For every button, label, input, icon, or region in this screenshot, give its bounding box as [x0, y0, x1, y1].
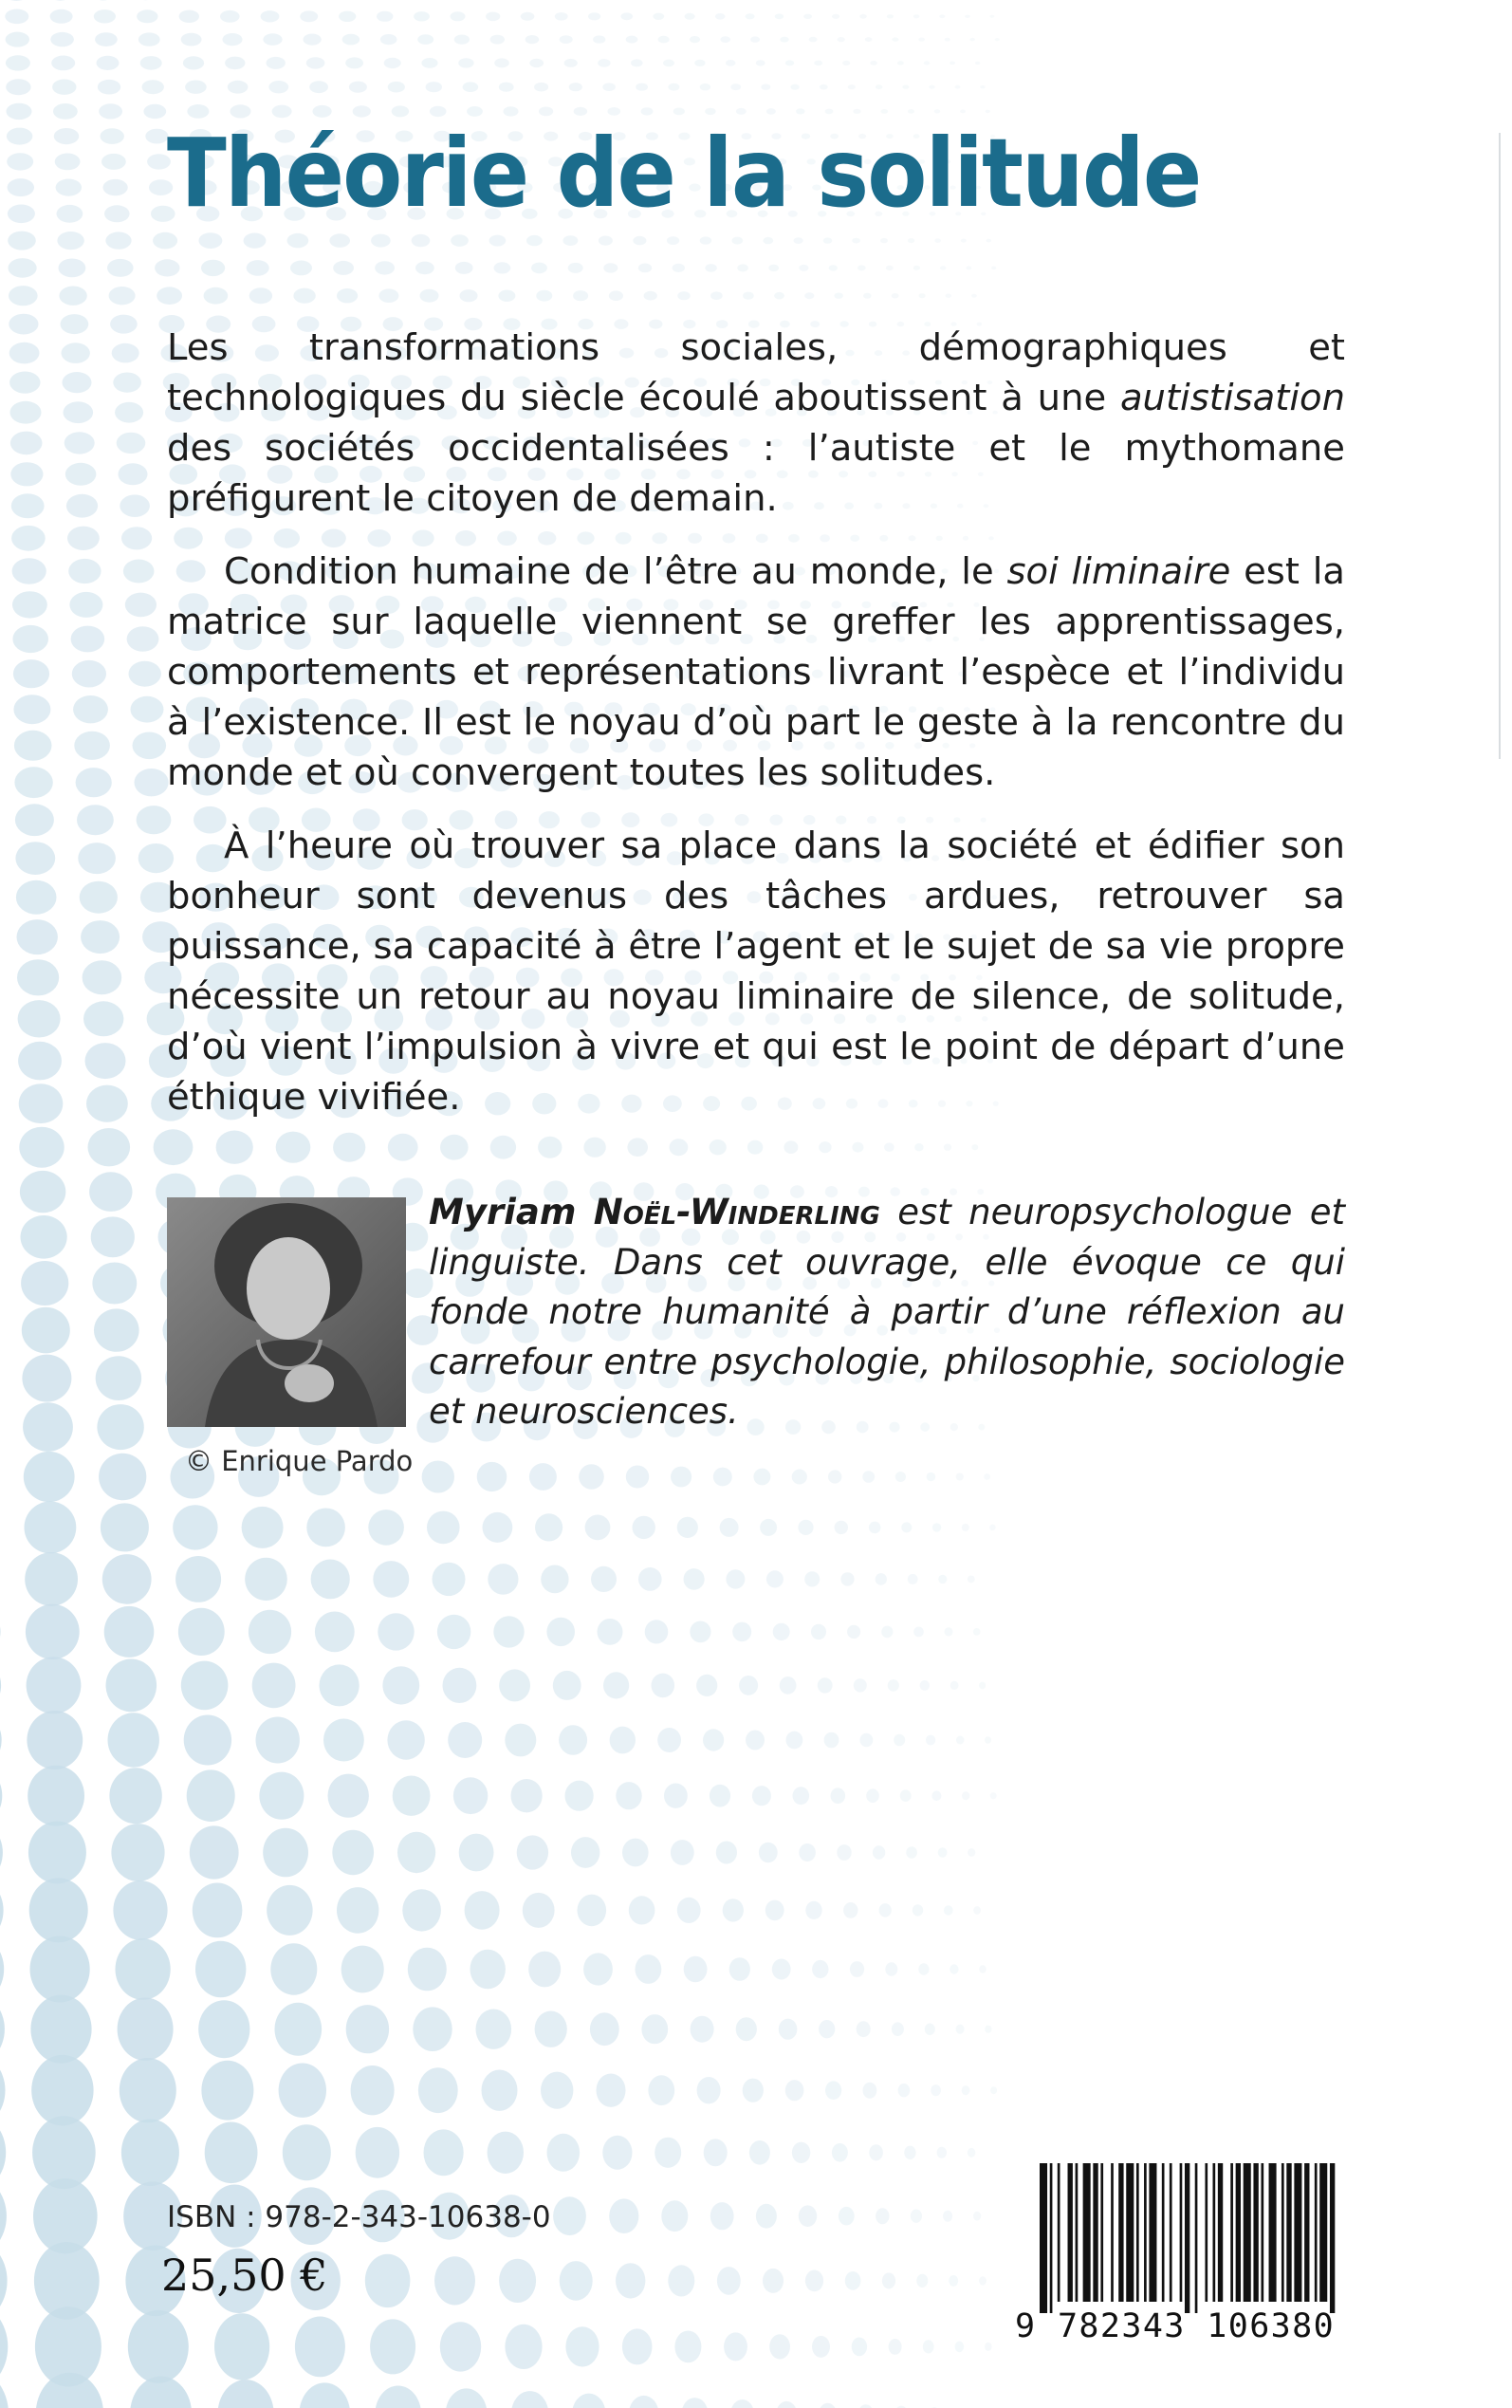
- author-bio: [429, 1188, 1345, 1437]
- price: 25,50 €: [161, 2250, 328, 2301]
- summary-paragraph-2: Condition humaine de l’être au monde, le soi liminaire est la matrice sur laquelle viennent se greffer les apprentissages, comportements et représentations livrant l’espèce et l’individu à l’existence. Il est le noyau d’où part le geste à la rencontre du monde et où convergent toutes les solitudes.: [167, 550, 1345, 794]
- summary-paragraph-1: Les transformations sociales, démographiques et technologiques du siècle écoulé aboutissent à une autistisation des sociétés occidentalisées : l’autiste et le mythomane préfigurent le citoyen de demain.: [167, 326, 1345, 520]
- author-bio-text: est neuropsychologue et linguiste. Dans cet ouvrage, elle évoque ce qui fonde notre humanité à partir d’une réflexion au carrefour entre psychologie, philosophie, sociologie et neurosciences.: [429, 1192, 1346, 1432]
- author-last-name: Noël-Winderling: [593, 1192, 880, 1232]
- barcode-bars: [1040, 2163, 1337, 2313]
- isbn: ISBN : 978-2-343-10638-0: [167, 2200, 551, 2234]
- edge-divider: [1499, 133, 1501, 759]
- author-first-name: Myriam: [429, 1192, 577, 1232]
- photo-credit: © Enrique Pardo: [185, 1445, 414, 1477]
- author-photo: [167, 1197, 406, 1427]
- barcode: [1005, 2146, 1345, 2351]
- barcode-digits: 9 782343 106380: [1015, 2307, 1336, 2345]
- summary-paragraph-3: À l’heure où trouver sa place dans la société et édifier son bonheur sont devenus des tâches ardues, retrouver sa puissance, sa capacité à être l’agent et le sujet de sa vie propre nécessite un retour au noyau liminaire de silence, de solitude, d’où vient l’impulsion à vivre et qui est le point de départ d’une éthique vivifiée.: [167, 824, 1345, 1119]
- book-title: Théorie de la solitude: [167, 118, 1201, 229]
- back-cover-summary: [167, 323, 1345, 1145]
